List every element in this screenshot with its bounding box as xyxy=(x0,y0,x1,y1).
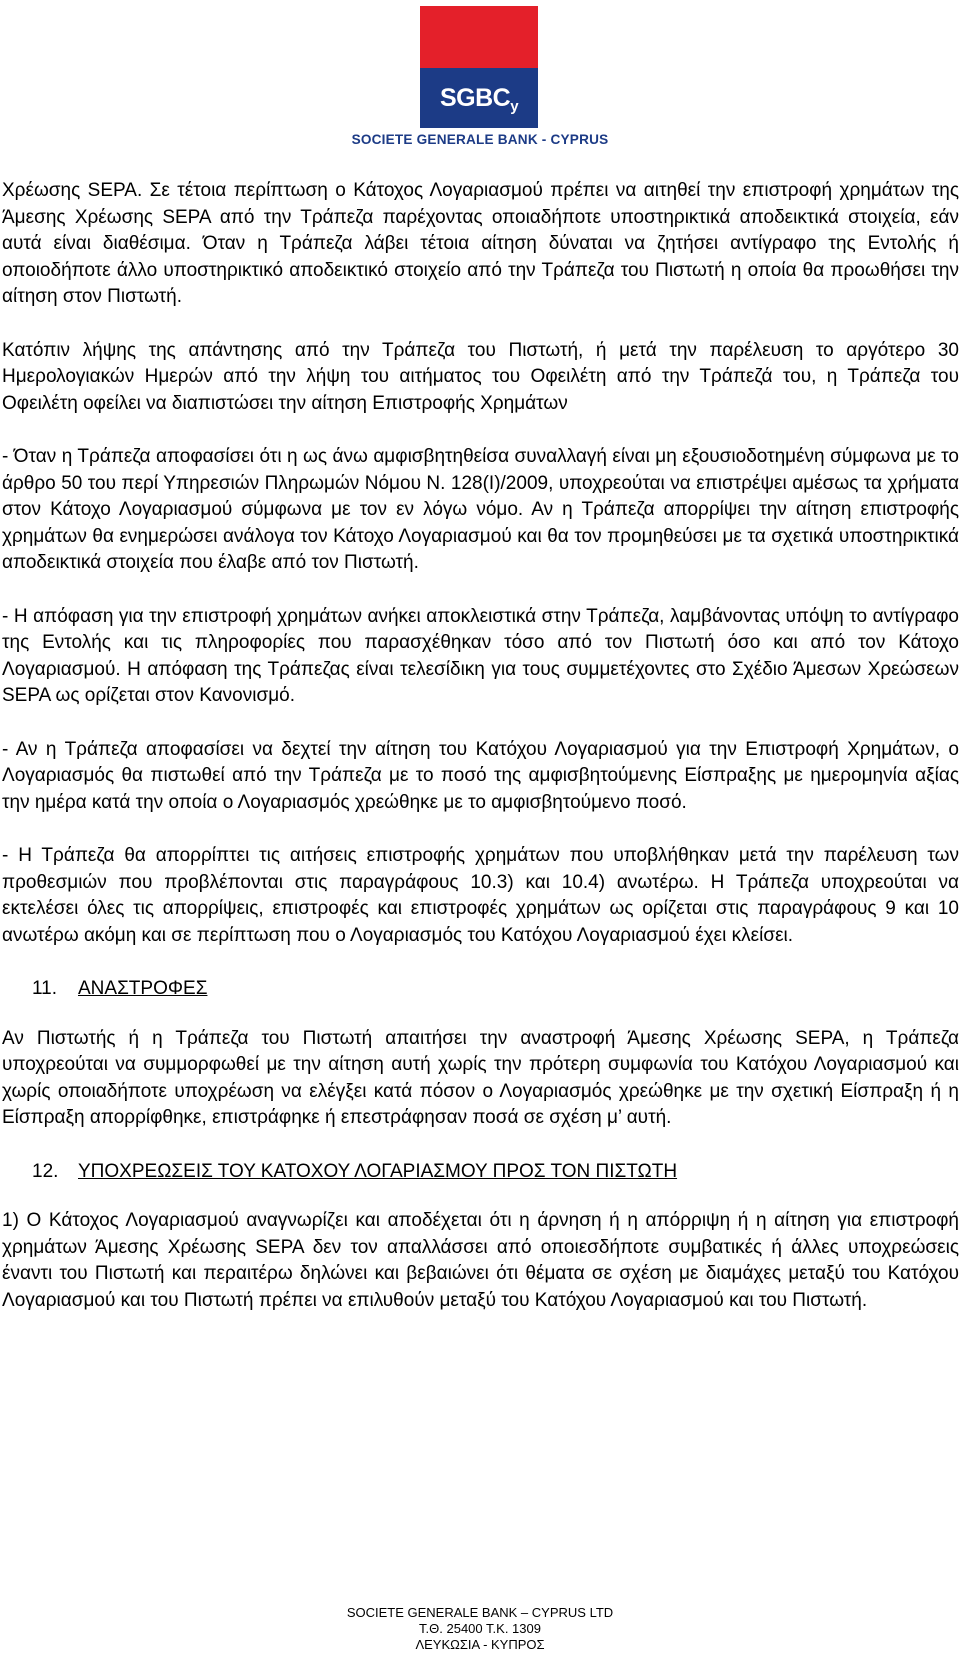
section-11-title: ΑΝΑΣΤΡΟΦΕΣ xyxy=(78,978,208,999)
section-12-number: 12. xyxy=(32,1160,59,1182)
paragraph-continuation: Χρέωσης SEPA. Σε τέτοια περίπτωση ο Κάτοχος Λογαριασμού πρέπει να αιτηθεί την επιστροφή χρημάτων της Άμεσης Χρέωσης SEPA από την Τράπεζα παρέχοντας οποιαδήποτε υποστηρικτικά αποδεικτικά στοιχεία, εάν αυτά είναι διαθέσιμα. Όταν η Τράπεζα λάβει τέτοια αίτηση δύναται να ζητήσει αντίγραφο της Εντολής ή οποιοδήποτε άλλο υποστηρικτικό αποδεικτικό στοιχείο από την Τράπεζα του Πιστωτή η οποία θα προωθήσει την αίτηση στον Πιστωτή. xyxy=(2,180,959,307)
section-12-paragraph: 1) Ο Κάτοχος Λογαριασμού αναγνωρίζει και αποδέχεται ότι η άρνηση ή η απόρριψη ή η αίτηση για επιστροφή χρημάτων Άμεσης Χρέωσης SEPA δεν τον απαλλάσσει από οποιεσδήποτε συμβατικές ή άλλες υποχρεώσεις έναντι του Πιστωτή και περαιτέρω δηλώνει και βεβαιώνει ότι θέματα σε σχέση με διαμάχες μεταξύ του Κατόχου Λογαριασμού και του Πιστωτή πρέπει να επιλυθούν μεταξύ του Κατόχου Λογαριασμού και του Πιστωτή. xyxy=(2,1210,959,1311)
section-12-heading xyxy=(32,1159,959,1186)
paragraph-accept: - Αν η Τράπεζα αποφασίσει να δεχτεί την αίτηση του Κατόχου Λογαριασμού για την Επιστροφή Χρημάτων, ο Λογαριασμός θα πιστωθεί από την Τράπεζα με το ποσό της αμφισβητούμενης Είσπραξης με ημερομηνία αξίας την ημέρα κατά την οποία ο Λογαριασμός χρεώθηκε με το αμφισβητούμενο ποσό. xyxy=(2,738,959,813)
logo-mark-text: SGBC xyxy=(439,84,511,112)
logo-mark-subscript: y xyxy=(510,98,519,115)
section-11-number: 11. xyxy=(32,978,58,999)
logo-mark xyxy=(420,68,538,128)
paragraph-response: Κατόπιν λήψης της απάντησης από την Τράπεζα του Πιστωτή, ή μετά την παρέλευση το αργότερο 30 Ημερολογιακών Ημερών από την λήψη του αιτήματος του Οφειλέτη από την Τράπεζά του, η Τράπεζα του Οφειλέτη οφείλει να διαπιστώσει την αίτηση Επιστροφής Χρημάτων xyxy=(2,339,959,414)
section-11-paragraph: Αν Πιστωτής ή η Τράπεζα του Πιστωτή απαιτήσει την αναστροφή Άμεσης Χρέωσης SEPA, η Τράπεζα υποχρεούται να συμμορφωθεί με την αίτηση αυτή χωρίς την πρότερη συμφωνία του Κατόχου Λογαριασμού και χωρίς οποιαδήποτε υποχρέωση να ελέγξει κατά πόσον ο Λογαριασμός χρεώθηκε με την σχετική Είσπραξη ή η Είσπραξη απορρίφθηκε, επιστράφηκε ή επεστράφησαν ποσά σε σχέση μ’ αυτή. xyxy=(2,1027,959,1128)
section-12-title: ΥΠΟΧΡΕΩΣΕΙΣ ΤΟΥ ΚΑΤΟΧΟΥ ΛΟΓΑΡΙΑΣΜΟΥ ΠΡΟΣ ΤΟΝ ΠΙΣΤΩΤΗ xyxy=(78,1160,678,1182)
bank-logo xyxy=(315,6,645,146)
paragraph-unauthorized: - Όταν η Τράπεζα αποφασίσει ότι η ως άνω αμφισβητηθείσα συναλλαγή είναι μη εξουσιοδοτημένη σύμφωνα με το άρθρο 50 του περί Υπηρεσιών Πληρωμών Νόμου Ν. 128(I)/2009, υποχρεούται να επιστρέψει αμέσως τα χρήματα στον Κάτοχο Λογαριασμού σύμφωνα με τον εν λόγω νόμο. Αν η Τράπεζα απορρίψει την αίτηση επιστροφής χρημάτων θα ενημερώσει ανάλογα τον Κάτοχο Λογαριασμού και θα τον προμηθεύσει με τα σχετικά υποστηρικτικά αποδεικτικά στοιχεία που έλαβε από τον Πιστωτή. xyxy=(2,446,959,573)
footer-po-box: Τ.Θ. 25400 Τ.Κ. 1309 xyxy=(419,1621,541,1636)
paragraph-reject: - Η Τράπεζα θα απορρίπτει τις αιτήσεις επιστροφής χρημάτων που υποβλήθηκαν μετά την παρέλευση των προθεσμιών που προβλέπονται στις παραγράφους 10.3) και 10.4) ανωτέρω. Η Τράπεζα υποχρεούται να εκτελέσει όλες τις απορρίψεις, επιστροφές και επιστροφές χρημάτων ως ορίζεται στις παραγράφους 9 και 10 ανωτέρω ακόμη και σε περίπτωση που ο Λογαριασμός του Κατόχου Λογαριασμού έχει κλείσει. xyxy=(2,845,959,946)
footer-city: ΛΕΥΚΩΣΙΑ - ΚΥΠΡΟΣ xyxy=(415,1637,545,1652)
section-11-heading xyxy=(32,976,959,1003)
logo-bank-name: SOCIETE GENERALE BANK - CYPRUS xyxy=(351,132,609,147)
page-footer xyxy=(0,1605,960,1653)
document-body xyxy=(2,178,959,1341)
footer-company: SOCIETE GENERALE BANK – CYPRUS LTD xyxy=(346,1605,614,1620)
paragraph-decision: - Η απόφαση για την επιστροφή χρημάτων ανήκει αποκλειστικά στην Τράπεζα, λαμβάνοντας υπόψη το αντίγραφο της Εντολής και τις πληροφορίες που παρασχέθηκαν τόσο από τον Πιστωτή όσο και από τον Κάτοχο Λογαριασμού. Η απόφαση της Τράπεζας είναι τελεσίδικη για τους συμμετέχοντες στο Σχέδιο Άμεσων Χρεώσεων SEPA ως ορίζεται στον Κανονισμό. xyxy=(2,605,959,706)
logo-red-block xyxy=(420,6,538,68)
